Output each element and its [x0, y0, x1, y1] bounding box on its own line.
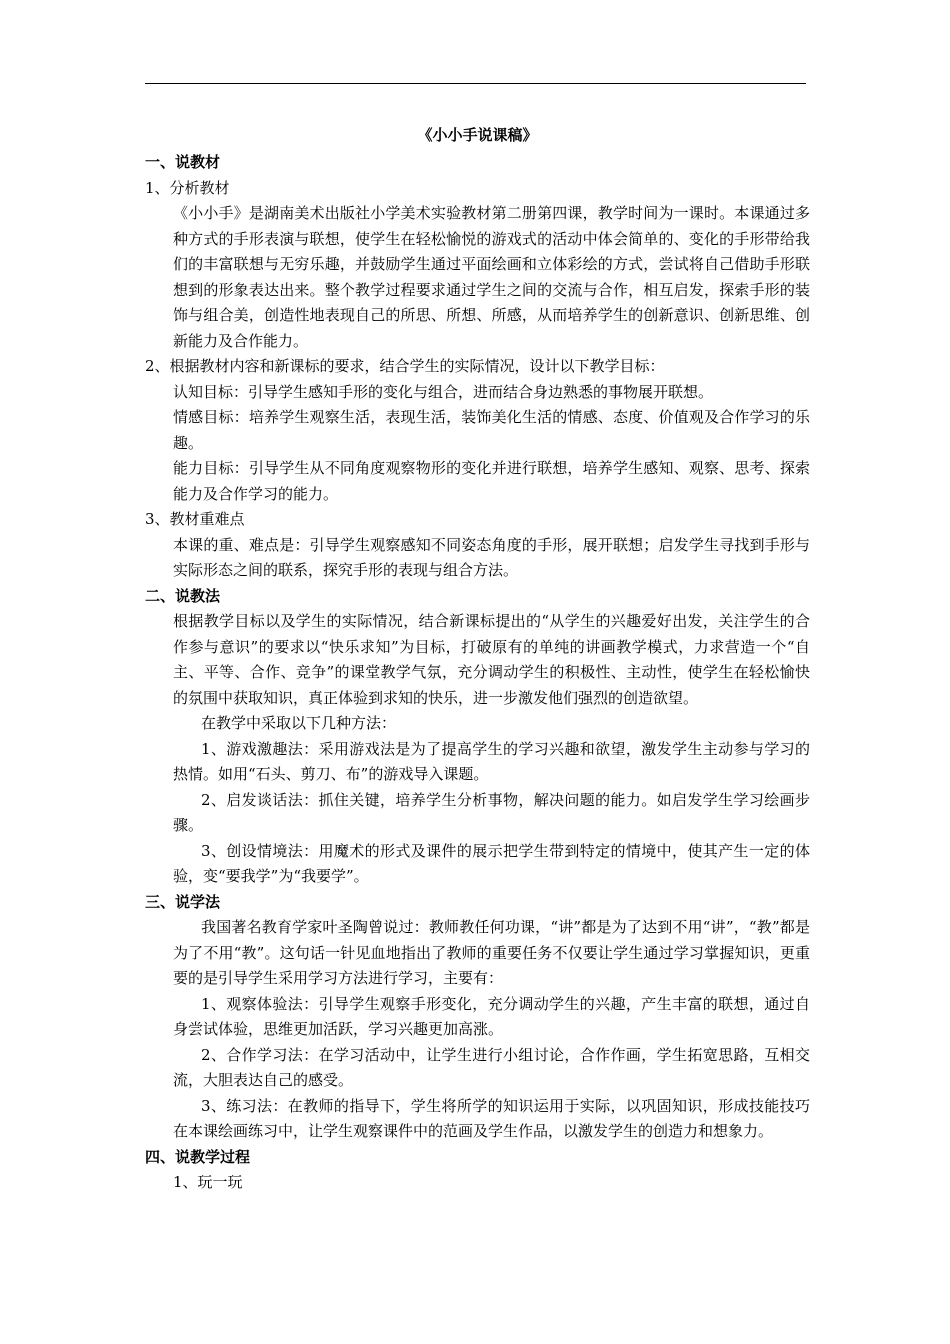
paragraph-heuristic-method: 2、启发谈话法：抓住关键，培养学生分析事物，解决问题的能力。如启发学生学习绘画步骤。	[173, 790, 810, 834]
paragraph-teaching-lead: 在教学中采取以下几种方法：	[201, 714, 397, 732]
paragraph-game-method: 1、游戏激趣法：采用游戏法是为了提高学生的学习兴趣和欲望，激发学生主动参与学习的热情。如用“石头、剪刀、布”的游戏导入课题。	[173, 739, 810, 783]
paragraph-learning-intro: 我国著名教育学家叶圣陶曾说过：教师教任何功课，“讲”都是为了达到不用“讲”，“教”都是为了不用“教”。这句话一针见血地指出了教师的重要任务不仅要让学生通过学习掌握知识，更重要的是引导学生采用学习方法进行学习，主要有：	[173, 918, 810, 987]
subheading-analysis: 1、分析教材	[145, 178, 230, 197]
paragraph-practice-method: 3、练习法：在教师的指导下，学生将所学的知识运用于实际，以巩固知识，形成技能技巧在本课绘画练习中，让学生观察课件中的范画及学生作品，以激发学生的创造力和想象力。	[173, 1096, 810, 1140]
paragraph-key-points: 本课的重、难点是：引导学生观察感知不同姿态角度的手形，展开联想；启发学生寻找到手形与实际形态之间的联系，探究手形的表现与组合方法。	[173, 535, 810, 579]
section-heading-learning-methods: 三、说学法	[145, 892, 221, 911]
paragraph-analysis: 《小小手》是湖南美术出版社小学美术实验教材第二册第四课，教学时间为一课时。本课通过多种方式的手形表演与联想，使学生在轻松愉悦的游戏式的活动中体会简单的、变化的手形带给我们的丰富联想与无穷乐趣，并鼓励学生通过平面绘画和立体彩绘的方式，尝试将自己借助手形联想到的形象表达出来。整个教学过程要求通过学生之间的交流与合作，相互启发，探索手形的装饰与组合美，创造性地表现自己的所思、所想、所感，从而培养学生的创新意识、创新思维、创新能力及合作能力。	[173, 204, 810, 350]
document-title: 《小小手说课稿》	[417, 126, 538, 144]
subheading-key-points: 3、教材重难点	[145, 510, 245, 528]
section-heading-teaching-process: 四、说教学过程	[145, 1147, 251, 1166]
paragraph-cognitive-goal: 认知目标：引导学生感知手形的变化与组合，进而结合身边熟悉的事物展开联想。	[173, 382, 714, 401]
section-heading-textbook: 一、说教材	[145, 153, 221, 171]
paragraph-cooperation-method: 2、合作学习法：在学习活动中，让学生进行小组讨论，合作作画，学生拓宽思路，互相交流，大胆表达自己的感受。	[173, 1045, 810, 1089]
document-body	[145, 120, 810, 1196]
subheading-goals: 2、根据教材内容和新课标的要求，结合学生的实际情况，设计以下教学目标：	[145, 357, 665, 375]
paragraph-observation-method: 1、观察体验法：引导学生观察手形变化，充分调动学生的兴趣，产生丰富的联想，通过自身尝试体验，思维更加活跃，学习兴趣更加高涨。	[173, 994, 810, 1038]
paragraph-ability-goal: 能力目标：引导学生从不同角度观察物形的变化并进行联想，培养学生感知、观察、思考、探索能力及合作学习的能力。	[173, 459, 810, 503]
paragraph-situation-method: 3、创设情境法：用魔术的形式及课件的展示把学生带到特定的情境中，使其产生一定的体验，变“要我学”为“我要学”。	[173, 841, 810, 885]
paragraph-emotional-goal: 情感目标：培养学生观察生活，表现生活，装饰美化生活的情感、态度、价值观及合作学习的乐趣。	[173, 408, 810, 452]
subheading-play: 1、玩一玩	[173, 1173, 243, 1191]
section-heading-teaching-methods: 二、说教法	[145, 586, 221, 605]
header-rule	[145, 83, 806, 84]
paragraph-teaching-intro: 根据教学目标以及学生的实际情况，结合新课标提出的“从学生的兴趣爱好出发，关注学生的合作参与意识”的要求以“快乐求知”为目标，打破原有的单纯的讲画教学模式，力求营造一个“自主、平等、合作、竞争”的课堂教学气氛，充分调动学生的积极性、主动性，使学生在轻松愉快的氛围中获取知识，真正体验到求知的快乐，进一步激发他们强烈的创造欲望。	[173, 612, 810, 707]
